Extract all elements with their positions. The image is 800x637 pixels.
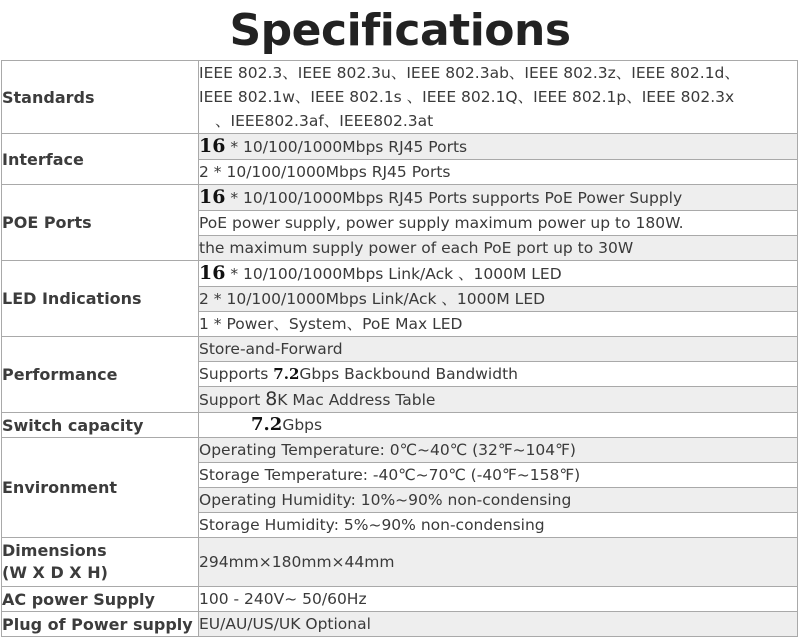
environment-line-3: Operating Humidity: 10%~90% non-condensing [199, 488, 798, 513]
dimensions-value: 294mm×180mm×44mm [199, 538, 798, 587]
led-line-1 [199, 261, 798, 287]
page-title: Specifications [229, 5, 571, 56]
led-text: * 10/100/1000Mbps Link/Ack 、1000M LED [225, 265, 562, 283]
row-label-dimensions [2, 538, 199, 587]
ac-power-value: 100 - 240V~ 50/60Hz [199, 587, 798, 612]
row-label-performance: Performance [2, 337, 199, 413]
performance-text: Support [199, 391, 266, 409]
switch-capacity-value [199, 413, 798, 438]
poe-line-2: PoE power supply, power supply maximum power up to 180W. [199, 211, 798, 236]
led-port-count: 16 [199, 262, 226, 284]
performance-line-1: Store-and-Forward [199, 337, 798, 362]
mac-number: 8 [265, 388, 278, 410]
row-label-poe: POE Ports [2, 185, 199, 261]
capacity-number: 7.2 [251, 414, 283, 435]
row-label-interface: Interface [2, 134, 199, 185]
poe-text: * 10/100/1000Mbps RJ45 Ports supports PoE Power Supply [225, 189, 683, 207]
environment-line-2: Storage Temperature: -40℃~70℃ (-40℉~158℉) [199, 463, 798, 488]
table-row [2, 61, 798, 134]
table-row [2, 438, 798, 463]
standards-line: IEEE 802.1w、IEEE 802.1s 、IEEE 802.1Q、IEEE 802.1p、IEEE 802.3x [199, 88, 735, 106]
port-count: 16 [199, 135, 226, 157]
performance-text: Gbps Backbound Bandwidth [299, 365, 518, 383]
poe-line-3: the maximum supply power of each PoE port up to 30W [199, 236, 798, 261]
dimensions-label-units: (W X D X H) [2, 563, 108, 582]
standards-value [199, 61, 798, 134]
spec-table [1, 60, 798, 637]
performance-line-2 [199, 362, 798, 387]
table-row [2, 612, 798, 637]
row-label-switch-capacity: Switch capacity [2, 413, 199, 438]
interface-text: * 10/100/1000Mbps RJ45 Ports [225, 138, 468, 156]
plug-value: EU/AU/US/UK Optional [199, 612, 798, 637]
environment-line-1: Operating Temperature: 0℃~40℃ (32℉~104℉) [199, 438, 798, 463]
dimensions-label: Dimensions [2, 541, 107, 560]
row-label-led: LED Indications [2, 261, 199, 337]
performance-text: K Mac Address Table [277, 391, 436, 409]
row-label-ac-power: AC power Supply [2, 587, 199, 612]
table-row [2, 337, 798, 362]
row-label-environment: Environment [2, 438, 199, 538]
table-row [2, 413, 798, 438]
table-row [2, 134, 798, 160]
table-row [2, 261, 798, 287]
environment-line-4: Storage Humidity: 5%~90% non-condensing [199, 513, 798, 538]
led-line-3: 1 * Power、System、PoE Max LED [199, 312, 798, 337]
table-row [2, 538, 798, 587]
interface-line-1 [199, 134, 798, 160]
poe-port-count: 16 [199, 186, 226, 208]
table-row [2, 587, 798, 612]
row-label-plug: Plug of Power supply [2, 612, 199, 637]
led-line-2: 2 * 10/100/1000Mbps Link/Ack 、1000M LED [199, 287, 798, 312]
standards-line: 、IEEE802.3af、IEEE802.3at [215, 112, 434, 130]
performance-text: Supports [199, 365, 274, 383]
interface-line-2: 2 * 10/100/1000Mbps RJ45 Ports [199, 160, 798, 185]
poe-line-1 [199, 185, 798, 211]
performance-line-3 [199, 387, 798, 413]
capacity-unit: Gbps [282, 416, 323, 434]
row-label-standards: Standards [2, 61, 199, 134]
bandwidth-number: 7.2 [273, 365, 300, 383]
table-row [2, 185, 798, 211]
standards-line: IEEE 802.3、IEEE 802.3u、IEEE 802.3ab、IEEE 802.3z、IEEE 802.1d、 [199, 64, 740, 82]
